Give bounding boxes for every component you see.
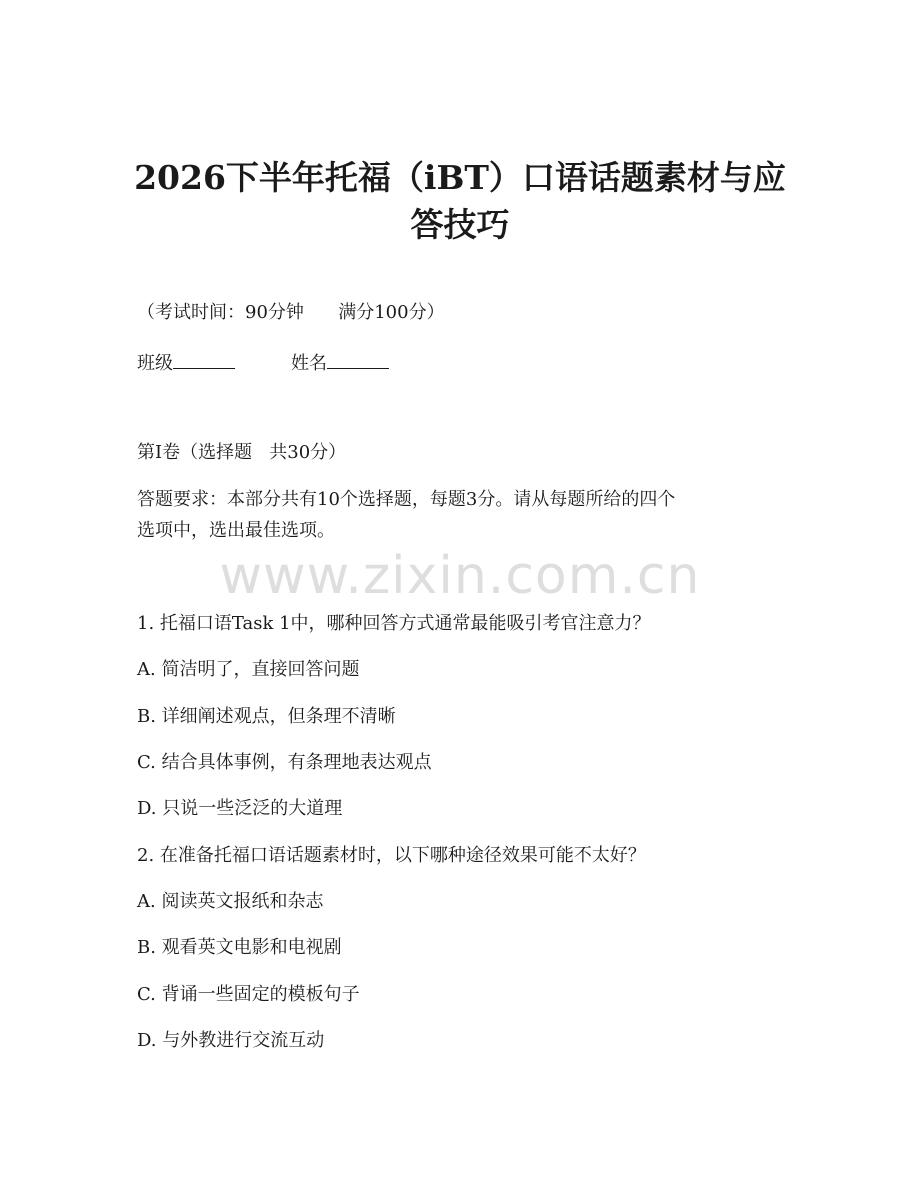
name-blank — [327, 350, 389, 369]
question-option: D. 与外教进行交流互动 — [137, 1030, 325, 1051]
student-info-row — [137, 350, 389, 376]
question-stem: 1. 托福口语Task 1中，哪种回答方式通常最能吸引考官注意力？ — [137, 613, 651, 634]
question-option: C. 结合具体事例，有条理地表达观点 — [137, 752, 432, 773]
question-option: D. 只说一些泛泛的大道理 — [137, 798, 343, 819]
question-option: B. 详细阐述观点，但条理不清晰 — [137, 706, 396, 727]
instructions-line-2: 选项中，选出最佳选项。 — [137, 520, 335, 541]
section-title: 第I卷（选择题 共30分） — [137, 442, 347, 463]
document-title-line-1: 2026下半年托福（iBT）口语话题素材与应 — [134, 158, 786, 197]
question-option: B. 观看英文电影和电视剧 — [137, 937, 342, 958]
question-stem: 2. 在准备托福口语话题素材时，以下哪种途径效果可能不太好？ — [137, 845, 646, 866]
name-label: 姓名 — [291, 353, 327, 374]
class-blank — [173, 350, 235, 369]
watermark: www.zixin.com.cn — [219, 546, 701, 606]
exam-info: （考试时间：90分钟 满分100分） — [137, 302, 445, 323]
question-option: A. 简洁明了，直接回答问题 — [137, 659, 360, 680]
question-option: A. 阅读英文报纸和杂志 — [137, 891, 324, 912]
question-option: C. 背诵一些固定的模板句子 — [137, 984, 360, 1005]
document-title-line-2: 答技巧 — [410, 205, 510, 244]
class-label: 班级 — [137, 353, 173, 374]
instructions-line-1: 答题要求：本部分共有10个选择题，每题3分。请从每题所给的四个 — [137, 489, 676, 510]
